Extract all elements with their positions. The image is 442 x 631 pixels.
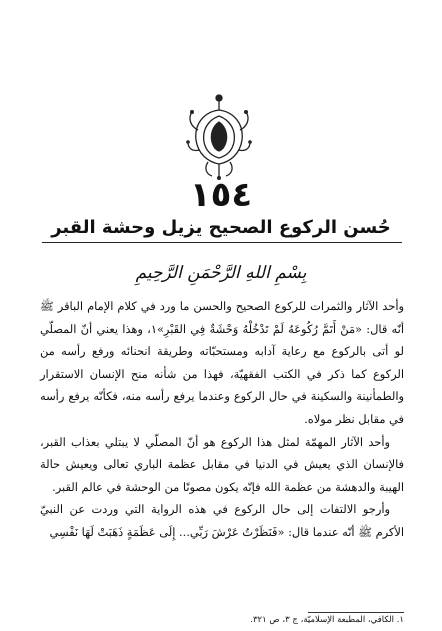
footnote: ١. الكافي، المطبعة الإسلاميّة، ج ٣، ص ٣٢١. (250, 615, 404, 625)
paragraph: وأرجو الالتفات إلى حال الركوع في هذه الرواية التي وردت عن النبيّ الأكرم ﷺ أنّه عندما قال: «فَنَظَرْتُ عَرْشَ رَبِّي... إِلَى عَظَمَةٍ ذَهَبَتْ لَهَا نَفْسِي (40, 502, 404, 539)
paragraph: وأحد الآثار والثمرات للركوع الصحيح والحسن ما ورد في كلام الإمام الباقر ﷺ أنّه قال: «مَنْ أَتَمَّ رُكُوعَهُ لَمْ تَدْخُلْهُ وَحْشَةٌ فِي القَبْرِ»١، وهذا يعني أنّ المصلّي لو أتى بالركوع مع رعاية آدابه ومستحبّاته وطريقة انحنائه ورفع رأسه من الركوع كما ذكر في الكتب الفقهيّة، فهذا من شأنه منح الإنسان الاستقرار والطمأنينة والسكينة في حال الركوع وعندما يرفع رأسه منه، فكأنّه يرفع رأسه في مقابل نظر مولاه. (40, 299, 404, 426)
paragraph: وأحد الآثار المهمّة لمثل هذا الركوع هو أنّ المصلّي لا يبتلي بعذاب القبر، فالإنسان الذي يعيش في الدنيا في مقابل عظمة الباري تعالى ويعيش حالة الهيبة والدهشة من عظمة الله فإنّه يكون مصونًا من الوحشة في عالم القبر. (40, 434, 404, 494)
floral-ornament-icon (186, 90, 252, 180)
basmala-calligraphy: بِسْمِ اللهِ الرَّحْمَنِ الرَّحِيمِ (135, 263, 307, 283)
chapter-number: ١٥٤ (189, 175, 253, 215)
body-text (40, 295, 404, 544)
chapter-title: حُسن الركوع الصحيح يزيل وحشة القبر (51, 217, 391, 238)
footnote-divider (308, 612, 404, 613)
title-divider (42, 242, 402, 243)
